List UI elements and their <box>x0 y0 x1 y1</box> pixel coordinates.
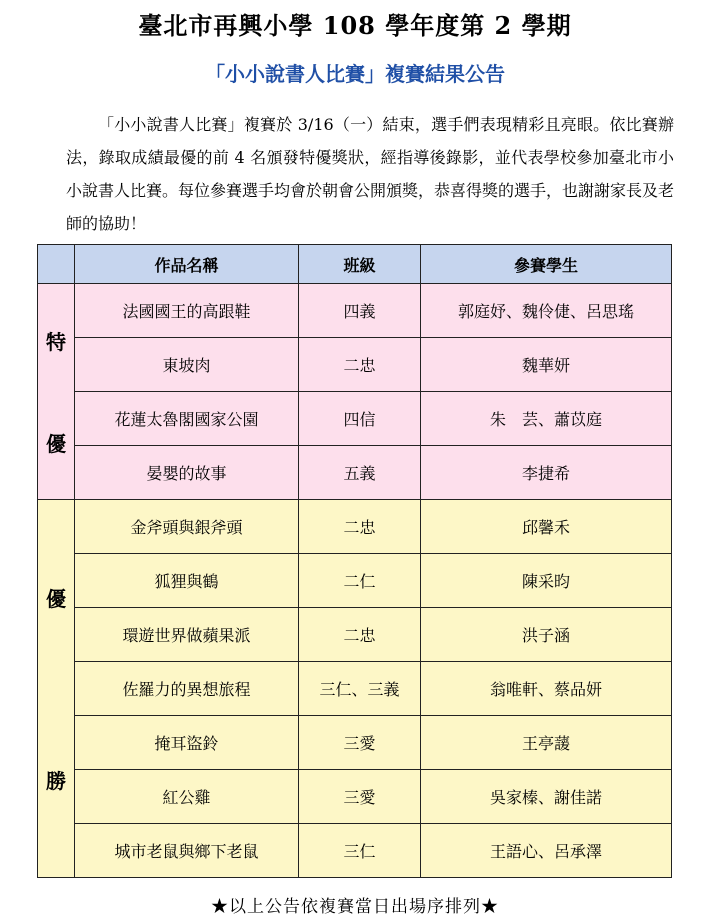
work-name-cell: 佐羅力的異想旅程 <box>75 662 299 716</box>
category-char: 優 <box>46 587 66 612</box>
table-row <box>38 500 672 554</box>
table-row <box>38 446 672 500</box>
students-cell: 王亭蘐 <box>421 716 672 770</box>
header-class: 班級 <box>299 245 421 284</box>
class-cell: 二仁 <box>299 554 421 608</box>
work-name-cell: 金斧頭與銀斧頭 <box>75 500 299 554</box>
announcement-subtitle: 「小小說書人比賽」複賽結果公告 <box>205 62 505 86</box>
class-cell: 三仁、三義 <box>299 662 421 716</box>
students-cell: 魏華妍 <box>421 338 672 392</box>
class-cell: 三仁 <box>299 824 421 878</box>
work-name-cell: 東坡肉 <box>75 338 299 392</box>
table-row <box>38 716 672 770</box>
work-name-cell: 紅公雞 <box>75 770 299 824</box>
header-category <box>38 245 75 284</box>
category-char: 特 <box>46 330 66 354</box>
students-cell: 陳采昀 <box>421 554 672 608</box>
work-name-cell: 城市老鼠與鄉下老鼠 <box>75 824 299 878</box>
footer-note: ★以上公告依複賽當日出場序排列★ <box>211 897 499 917</box>
class-cell: 四義 <box>299 284 421 338</box>
work-name-cell: 狐狸與鶴 <box>75 554 299 608</box>
special-award-group <box>38 284 672 500</box>
work-name-cell: 花蓮太魯閣國家公園 <box>75 392 299 446</box>
category-excellent-award <box>38 500 75 878</box>
table-row <box>38 338 672 392</box>
students-cell: 李捷希 <box>421 446 672 500</box>
header-students: 參賽學生 <box>421 245 672 284</box>
students-cell: 王語心、呂承澤 <box>421 824 672 878</box>
class-cell: 三愛 <box>299 716 421 770</box>
students-cell: 邱馨禾 <box>421 500 672 554</box>
table-row <box>38 392 672 446</box>
class-cell: 二忠 <box>299 608 421 662</box>
category-char: 優 <box>46 432 66 456</box>
table-row <box>38 608 672 662</box>
results-table <box>37 244 672 878</box>
page-title: 臺北市再興小學 108 學年度第 2 學期 <box>138 11 572 40</box>
students-cell: 郭庭妤、魏伶倢、呂思瑤 <box>421 284 672 338</box>
students-cell: 朱 芸、蕭苡庭 <box>421 392 672 446</box>
work-name-cell: 掩耳盜鈴 <box>75 716 299 770</box>
work-name-cell: 晏嬰的故事 <box>75 446 299 500</box>
students-cell: 翁唯軒、蔡品妍 <box>421 662 672 716</box>
table-header-row <box>38 245 672 284</box>
category-char: 勝 <box>46 768 66 793</box>
table-row <box>38 554 672 608</box>
students-cell: 吳家榛、謝佳諾 <box>421 770 672 824</box>
class-cell: 三愛 <box>299 770 421 824</box>
work-name-cell: 環遊世界做蘋果派 <box>75 608 299 662</box>
class-cell: 二忠 <box>299 500 421 554</box>
class-cell: 五義 <box>299 446 421 500</box>
class-cell: 四信 <box>299 392 421 446</box>
table-row <box>38 824 672 878</box>
class-cell: 二忠 <box>299 338 421 392</box>
work-name-cell: 法國國王的高跟鞋 <box>75 284 299 338</box>
table-row <box>38 662 672 716</box>
intro-paragraph: 「小小說書人比賽」複賽於 3/16（一）結束，選手們表現精彩且亮眼。依比賽辦法，錄取成績最優的前 4 名頒發特優獎狀，經指導後錄影，並代表學校參加臺北市小小說書人比賽。每位參賽選手均會於朝會公開頒獎，恭喜得獎的選手，也謝謝家長及老師的協助！ <box>66 115 675 233</box>
category-special-award <box>38 284 75 500</box>
students-cell: 洪子涵 <box>421 608 672 662</box>
table-row <box>38 284 672 338</box>
excellent-award-group <box>38 500 672 878</box>
header-work: 作品名稱 <box>75 245 299 284</box>
table-row <box>38 770 672 824</box>
